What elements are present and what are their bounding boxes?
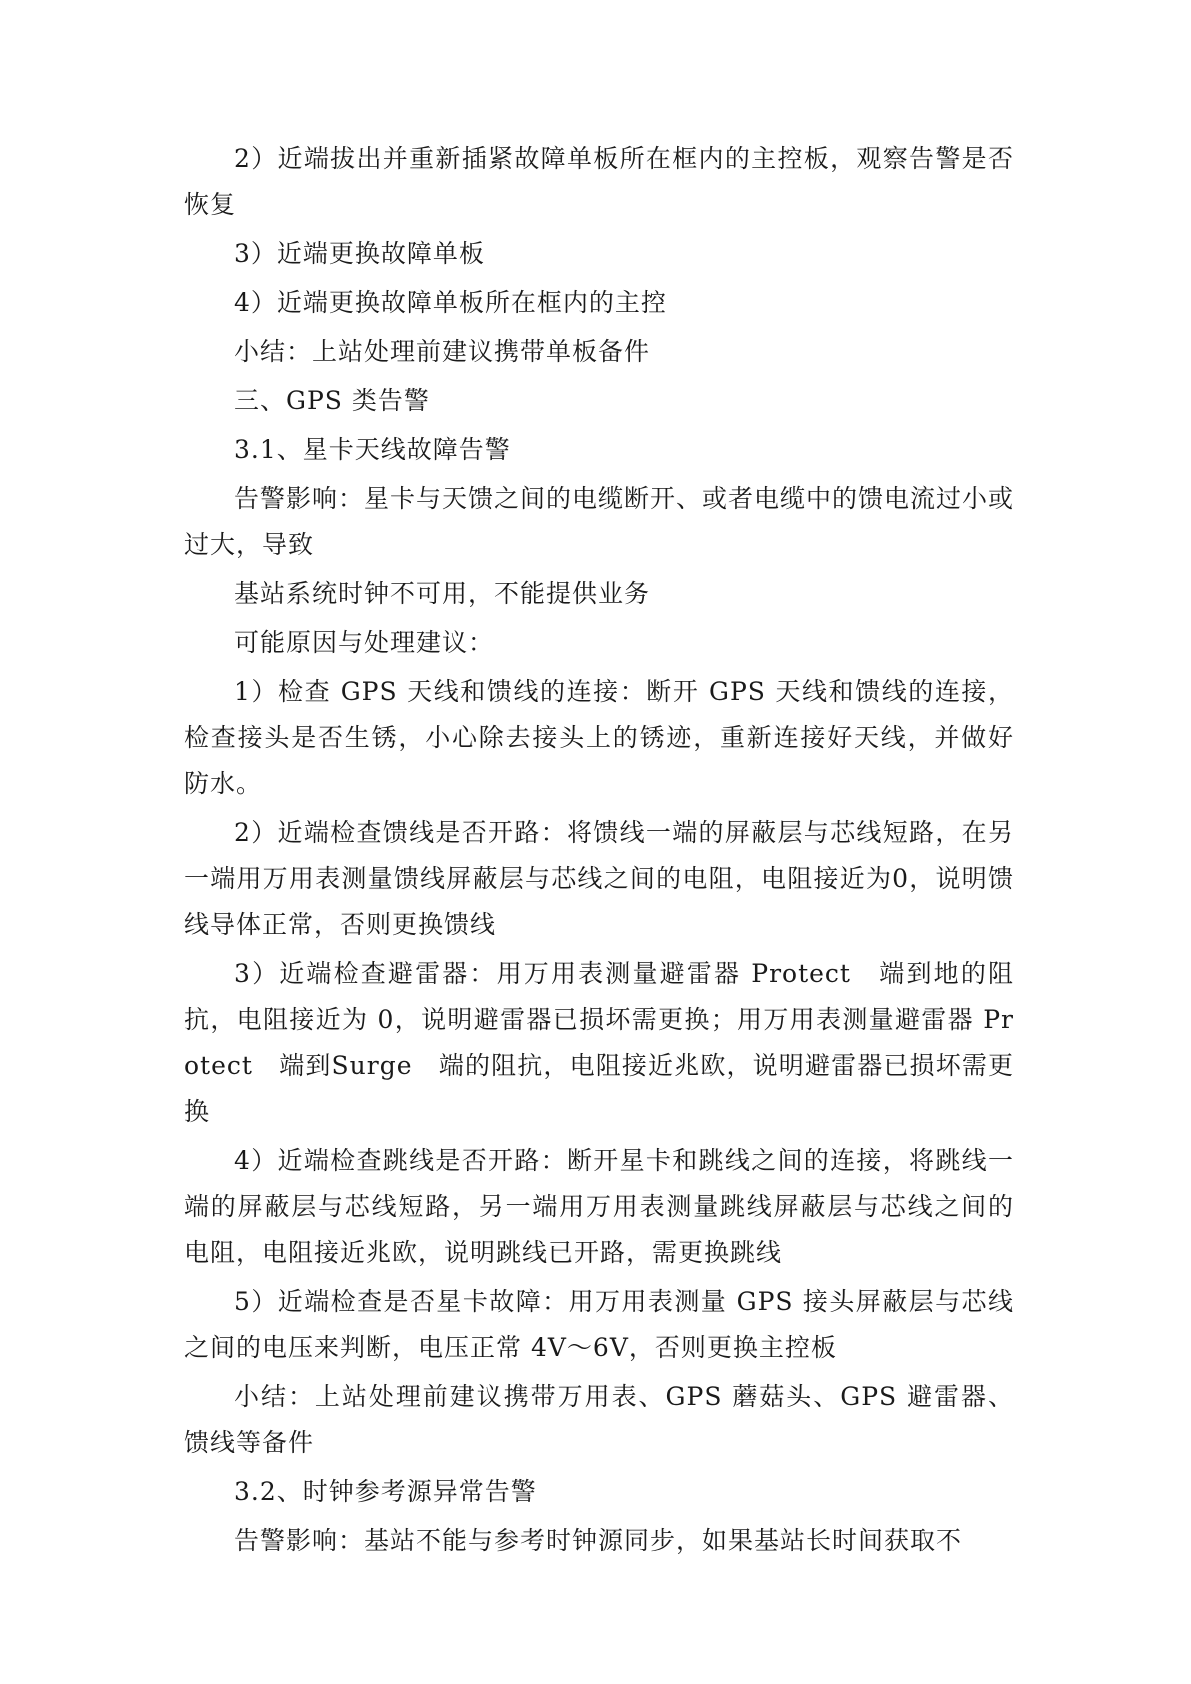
document-body — [184, 136, 1014, 1567]
paragraph: 2）近端拔出并重新插紧故障单板所在框内的主控板，观察告警是否恢复 — [184, 144, 1014, 219]
section-heading: 三、GPS 类告警 — [234, 386, 430, 415]
paragraph: 小结：上站处理前建议携带单板备件 — [234, 337, 651, 366]
paragraph: 5）近端检查是否星卡故障：用万用表测量 GPS 接头屏蔽层与芯线之间的电压来判断，电压正常 4V～6V，否则更换主控板 — [184, 1287, 1014, 1362]
paragraph: 3）近端更换故障单板 — [234, 239, 485, 268]
paragraph: 4）近端检查跳线是否开路：断开星卡和跳线之间的连接，将跳线一端的屏蔽层与芯线短路，另一端用万用表测量跳线屏蔽层与芯线之间的电阻，电阻接近兆欧，说明跳线已开路，需更换跳线 — [184, 1146, 1014, 1267]
paragraph: 1）检查 GPS 天线和馈线的连接：断开 GPS 天线和馈线的连接，检查接头是否生锈，小心除去接头上的锈迹，重新连接好天线，并做好防水。 — [184, 677, 1014, 798]
paragraph: 小结：上站处理前建议携带万用表、GPS 蘑菇头、GPS 避雷器、馈线等备件 — [184, 1382, 1014, 1457]
paragraph: 可能原因与处理建议： — [234, 628, 495, 657]
subsection-heading: 3.2、时钟参考源异常告警 — [234, 1477, 537, 1506]
subsection-heading: 3.1、星卡天线故障告警 — [234, 435, 511, 464]
paragraph: 告警影响：星卡与天馈之间的电缆断开、或者电缆中的馈电流过小或过大，导致 — [184, 484, 1015, 559]
paragraph: 4）近端更换故障单板所在框内的主控 — [234, 288, 667, 317]
paragraph: 基站系统时钟不可用，不能提供业务 — [234, 579, 651, 608]
paragraph: 2）近端检查馈线是否开路：将馈线一端的屏蔽层与芯线短路，在另一端用万用表测量馈线屏蔽层与芯线之间的电阻，电阻接近为0，说明馈线导体正常，否则更换馈线 — [184, 818, 1014, 939]
paragraph: 3）近端检查避雷器：用万用表测量避雷器 Protect 端到地的阻抗，电阻接近为 0，说明避雷器已损坏需更换；用万用表测量避雷器 Protect 端到Surge 端的阻抗，电阻接近兆欧，说明避雷器已损坏需更换 — [184, 959, 1014, 1126]
paragraph: 告警影响：基站不能与参考时钟源同步，如果基站长时间获取不 — [234, 1526, 963, 1555]
